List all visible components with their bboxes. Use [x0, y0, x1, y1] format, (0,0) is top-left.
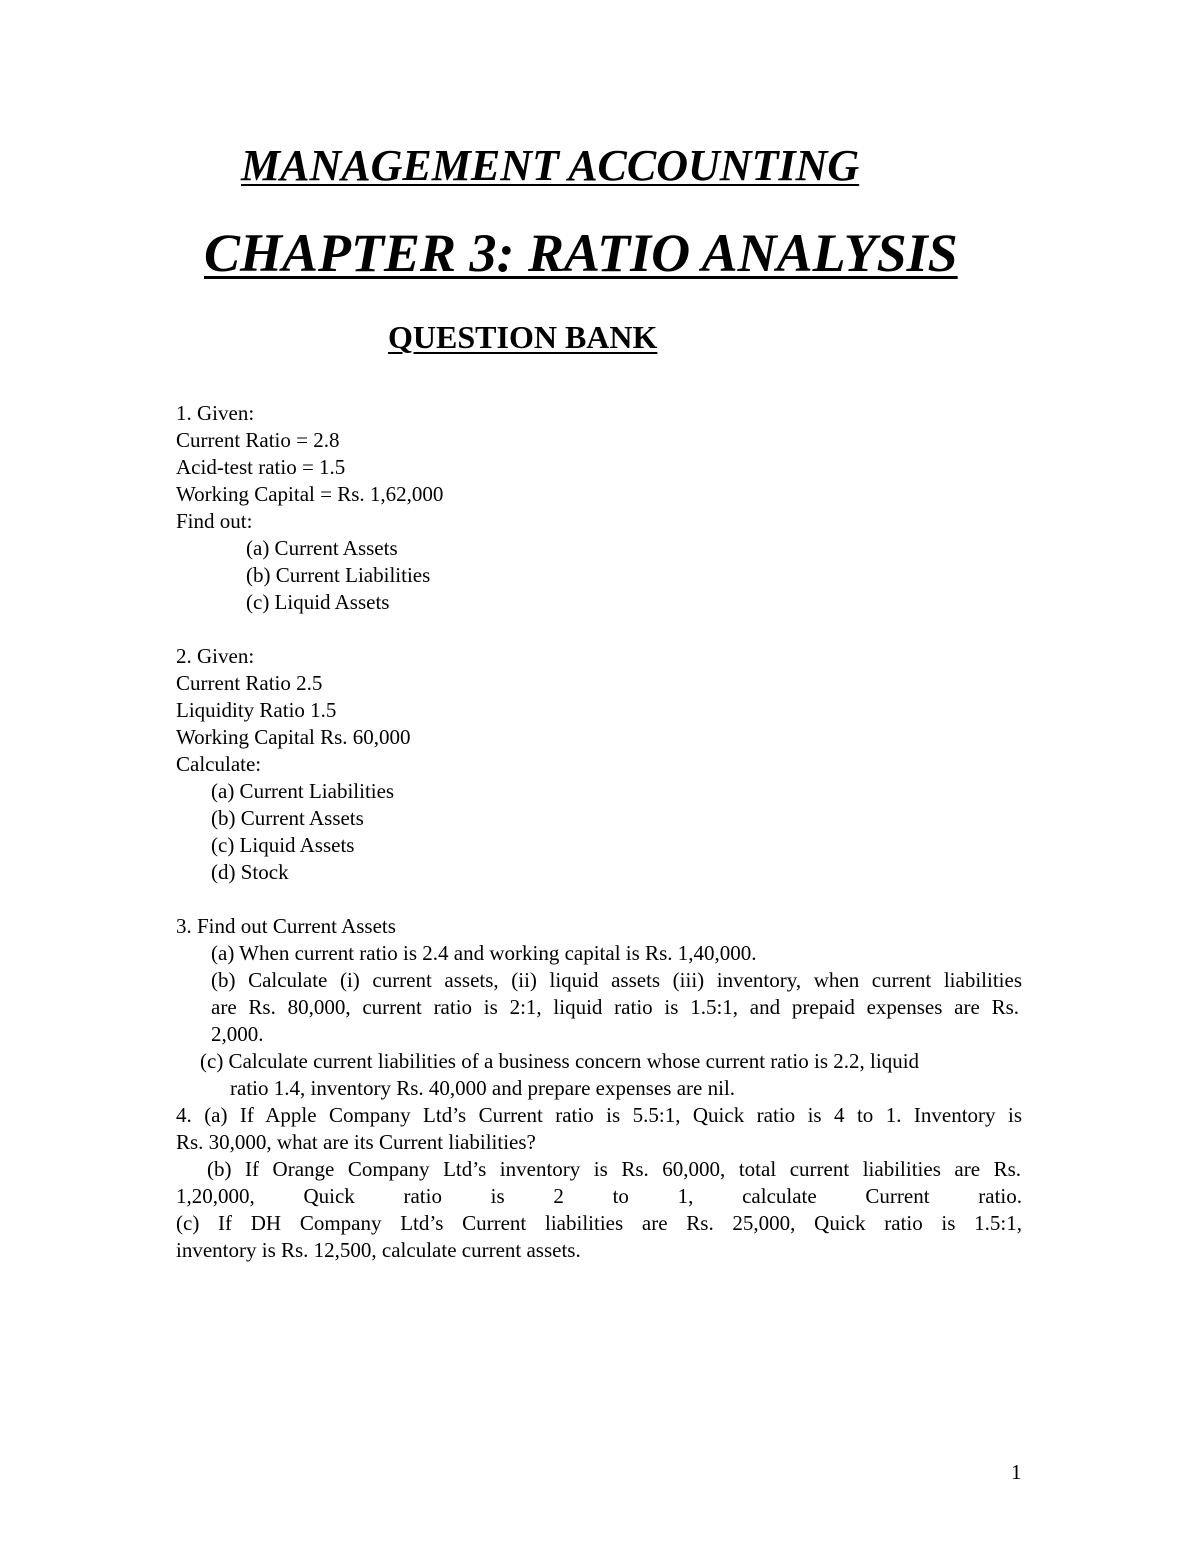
question-header: 1. Given: [176, 401, 255, 425]
question-line: Working Capital = Rs. 1,62,000 [176, 482, 444, 506]
question-4c-line: inventory is Rs. 12,500, calculate current assets. [176, 1238, 581, 1262]
page-number: 1 [1011, 1460, 1022, 1484]
question-4a-line: 4. (a) If Apple Company Ltd’s Current ratio is 5.5:1, Quick ratio is 4 to 1. Inventory is [176, 1103, 1022, 1127]
chapter-title: CHAPTER 3: RATIO ANALYSIS [204, 223, 958, 283]
question-header: 2. Given: [176, 644, 255, 668]
sub-question-b-line: 2,000. [211, 1022, 264, 1046]
sub-question-c-line: (c) Calculate current liabilities of a business concern whose current ratio is 2.2, liquid [200, 1049, 920, 1073]
question-4b-line: (b) If Orange Company Ltd’s inventory is Rs. 60,000, total current liabilities are Rs. [207, 1157, 1021, 1181]
question-line: Find out: [176, 509, 253, 533]
sub-question-a: (a) When current ratio is 2.4 and working capital is Rs. 1,40,000. [211, 941, 757, 965]
question-line: Working Capital Rs. 60,000 [176, 725, 411, 749]
list-item: (b) Current Liabilities [246, 563, 431, 587]
question-header: 3. Find out Current Assets [176, 914, 396, 938]
list-item: (a) Current Liabilities [211, 779, 395, 803]
sub-question-b-line: (b) Calculate (i) current assets, (ii) liquid assets (iii) inventory, when current liabilities [211, 968, 1022, 992]
sub-question-b-line: are Rs. 80,000, current ratio is 2:1, liquid ratio is 1.5:1, and prepaid expenses are Rs. [211, 995, 1019, 1019]
question-line: Calculate: [176, 752, 262, 776]
list-item: (c) Liquid Assets [246, 590, 390, 614]
question-line: Acid-test ratio = 1.5 [176, 455, 346, 479]
question-line: Current Ratio = 2.8 [176, 428, 340, 452]
list-item: (d) Stock [211, 860, 289, 884]
sub-question-c-line: ratio 1.4, inventory Rs. 40,000 and prepare expenses are nil. [230, 1076, 736, 1100]
list-item: (a) Current Assets [246, 536, 398, 560]
question-line: Current Ratio 2.5 [176, 671, 323, 695]
question-4c-line: (c) If DH Company Ltd’s Current liabilities are Rs. 25,000, Quick ratio is 1.5:1, [176, 1211, 1022, 1235]
question-4b-line: 1,20,000, Quick ratio is 2 to 1, calculate Current ratio. [176, 1184, 1022, 1208]
document-title: MANAGEMENT ACCOUNTING [241, 141, 860, 190]
list-item: (c) Liquid Assets [211, 833, 355, 857]
question-line: Liquidity Ratio 1.5 [176, 698, 337, 722]
question-4a-line: Rs. 30,000, what are its Current liabilities? [176, 1130, 536, 1154]
section-title: QUESTION BANK [388, 319, 658, 355]
list-item: (b) Current Assets [211, 806, 364, 830]
